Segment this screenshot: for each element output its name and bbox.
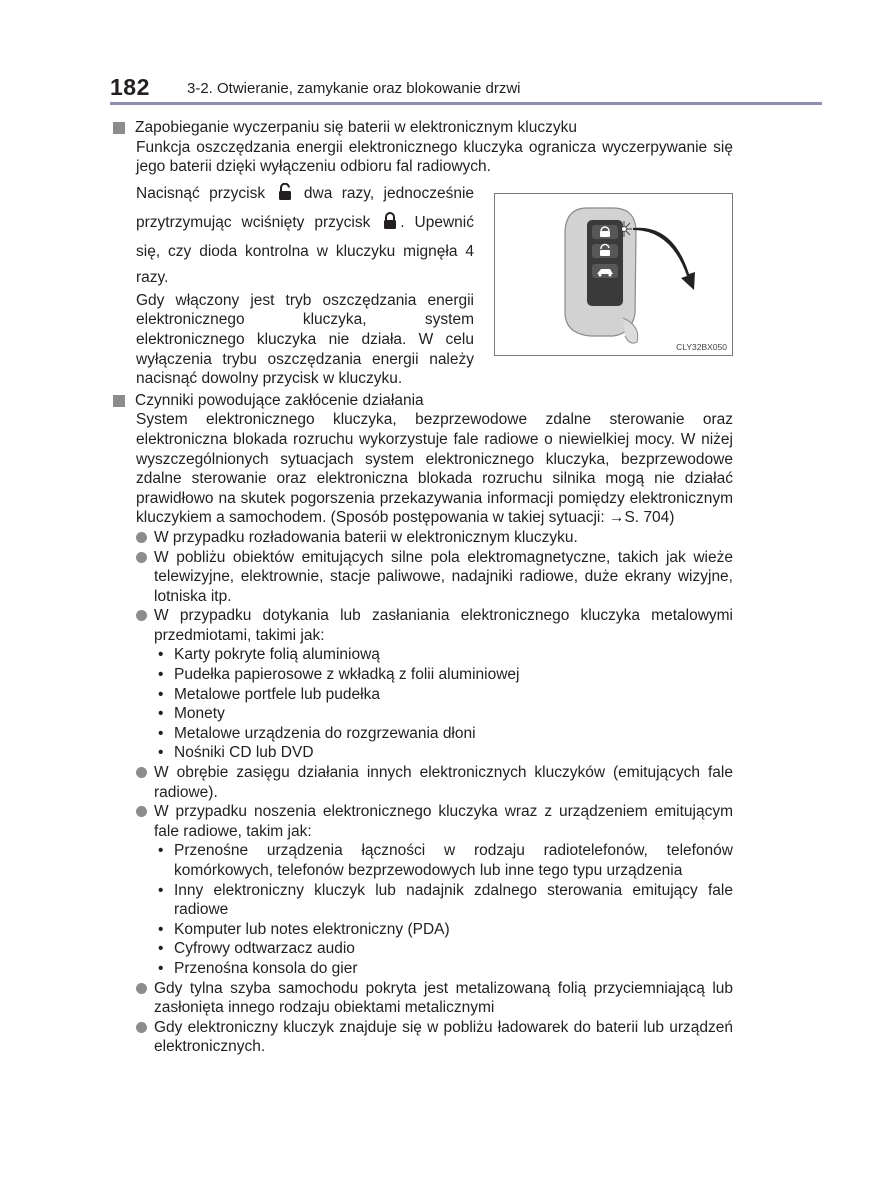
list-item <box>136 802 733 841</box>
round-bullet-icon <box>136 610 147 621</box>
sub-list-item-text: Monety <box>174 705 225 723</box>
unlock-icon <box>278 183 292 210</box>
sub-list-item: • Metalowe urządzenia do rozgrzewania dłoni <box>158 724 733 744</box>
page-header <box>110 72 822 104</box>
lock-icon <box>383 212 397 239</box>
sub-list-item: • Cyfrowy odtwarzacz audio <box>158 939 733 959</box>
round-bullet-icon <box>136 552 147 563</box>
sub-list-item-text: Inny elektroniczny kluczyk lub nadajnik zdalnego sterowania emitujący fale radiowe <box>174 881 733 919</box>
main-content <box>113 118 733 1057</box>
section-title: Czynniki powodujące zakłócenie działania <box>135 391 424 409</box>
section-heading <box>113 391 733 411</box>
figure-code: CLY32BX050 <box>676 342 727 352</box>
list-item <box>136 1018 733 1057</box>
instruction-text: . Upewnić się, czy dioda kontrolna w kluczyku mignęła 4 razy. <box>136 213 474 286</box>
sub-list-item: • Nośniki CD lub DVD <box>158 743 733 763</box>
round-bullet-icon <box>136 983 147 994</box>
list-item-text: W przypadku rozładowania baterii w elektronicznym kluczyku. <box>154 528 578 546</box>
list-item <box>136 606 733 645</box>
list-item-text: W przypadku noszenia elektronicznego kluczyka wraz z urządzeniem emitującym fale radiowe, takim jak: <box>154 803 733 840</box>
chapter-title: 3-2. Otwieranie, zamykanie oraz blokowanie drzwi <box>187 80 521 97</box>
round-bullet-icon <box>136 806 147 817</box>
sub-list-item-text: Nośniki CD lub DVD <box>174 744 314 762</box>
list-item-text: Gdy tylna szyba samochodu pokryta jest metalizowaną folią przyciemniającą lub zasłonięta innego rodzaju obiektami metalicznymi <box>154 979 733 1017</box>
square-bullet-icon <box>113 395 125 407</box>
sub-list-item-text: Przenośna konsola do gier <box>174 959 358 977</box>
sub-list-item-text: Przenośne urządzenia łączności w rodzaju radiotelefonów, telefonów komórkowych, telefonów bezprzewodowych lub inne tego typu urządzenia <box>174 842 733 879</box>
list-item-text: W pobliżu obiektów emitujących silne pola elektromagnetyczne, takich jak wieże telewizyjne, elektrownie, stacje paliwowe, nadajniki radiowe, duże ekrany wizyjne, lotniska itp. <box>154 548 733 605</box>
section-heading <box>113 118 733 138</box>
sub-list-item: • Przenośna konsola do gier <box>158 959 733 979</box>
list-item <box>136 528 733 548</box>
instruction-text: Nacisnąć przycisk <box>136 184 266 202</box>
list-item <box>136 763 733 802</box>
list-item-text: W przypadku dotykania lub zasłaniania elektronicznego kluczyka metalowymi przedmiotami, takimi jak: <box>154 607 733 644</box>
list-item <box>136 979 733 1018</box>
sub-list-item: • Inny elektroniczny kluczyk lub nadajnik zdalnego sterowania emitujący fale radiowe <box>158 881 733 919</box>
sub-list-item-text: Metalowe urządzenia do rozgrzewania dłoni <box>174 724 476 742</box>
sub-list-item: • Przenośne urządzenia łączności w rodzaju radiotelefonów, telefonów komórkowych, telefonów bezprzewodowych lub inne tego typu urządzenia <box>158 842 733 879</box>
round-bullet-icon <box>136 767 147 778</box>
sub-list-item-text: Pudełka papierosowe z wkładką z folii aluminiowej <box>174 666 520 684</box>
sub-list-item: • Pudełka papierosowe z wkładką z folii aluminiowej <box>158 665 733 685</box>
paragraph: Funkcja oszczędzania energii elektronicznego kluczyka ogranicza wyczerpywanie się jego baterii dzięki wyłączeniu odbioru fal radiowych. <box>136 138 733 176</box>
instruction-text: dwa razy, jednocześnie przytrzymując wciśnięty przycisk <box>136 184 475 231</box>
sub-list-item-text: Metalowe portfele lub pudełka <box>174 685 380 703</box>
list-item-text: W obrębie zasięgu działania innych elektronicznych kluczyków (emitujących fale radiowe). <box>154 764 733 801</box>
list-item <box>136 548 733 607</box>
sub-list-item-text: Karty pokryte folią aluminiową <box>174 646 380 664</box>
section-title: Zapobieganie wyczerpaniu się baterii w elektronicznym kluczyku <box>135 119 577 136</box>
instruction-paragraph <box>136 181 474 291</box>
sub-list-item: • Karty pokryte folią aluminiową <box>158 645 733 665</box>
round-bullet-icon <box>136 532 147 543</box>
sub-list-item: • Metalowe portfele lub pudełka <box>158 685 733 705</box>
sub-list-item-text: Cyfrowy odtwarzacz audio <box>174 940 355 958</box>
note-paragraph: Gdy włączony jest tryb oszczędzania energii elektronicznego kluczyka, system elektronicznego kluczyka nie działa. W celu wyłączenia trybu oszczędzania energii należy nacisnąć dowolny przycisk w kluczyku. <box>136 291 474 388</box>
page-number: 182 <box>110 74 150 100</box>
header-rule <box>110 102 822 105</box>
square-bullet-icon <box>113 122 125 134</box>
paragraph: System elektronicznego kluczyka, bezprzewodowe zdalne sterowanie oraz elektroniczna blokada rozruchu wykorzystuje fale radiowe o niewielkiej mocy. W niżej wyszczególnionych sytuacjach system elektronicznego kluczyka, bezprzewodowe zdalne sterowanie oraz elektroniczna blokada rozruchu silnika mogą nie działać prawidłowo na skutek pogorszenia przekazywania informacji pomiędzy elektronicznym kluczykiem a samochodem. (Sposób postępowania w takiej sytuacji: →S. 704) <box>136 411 733 527</box>
sub-list-item: • Monety <box>158 704 733 724</box>
list-item-text: Gdy elektroniczny kluczyk znajduje się w pobliżu ładowarek do baterii lub urządzeń elektronicznych. <box>154 1018 733 1056</box>
sub-list-item: • Komputer lub notes elektroniczny (PDA) <box>158 920 733 940</box>
sub-list-item-text: Komputer lub notes elektroniczny (PDA) <box>174 920 450 938</box>
round-bullet-icon <box>136 1022 147 1033</box>
